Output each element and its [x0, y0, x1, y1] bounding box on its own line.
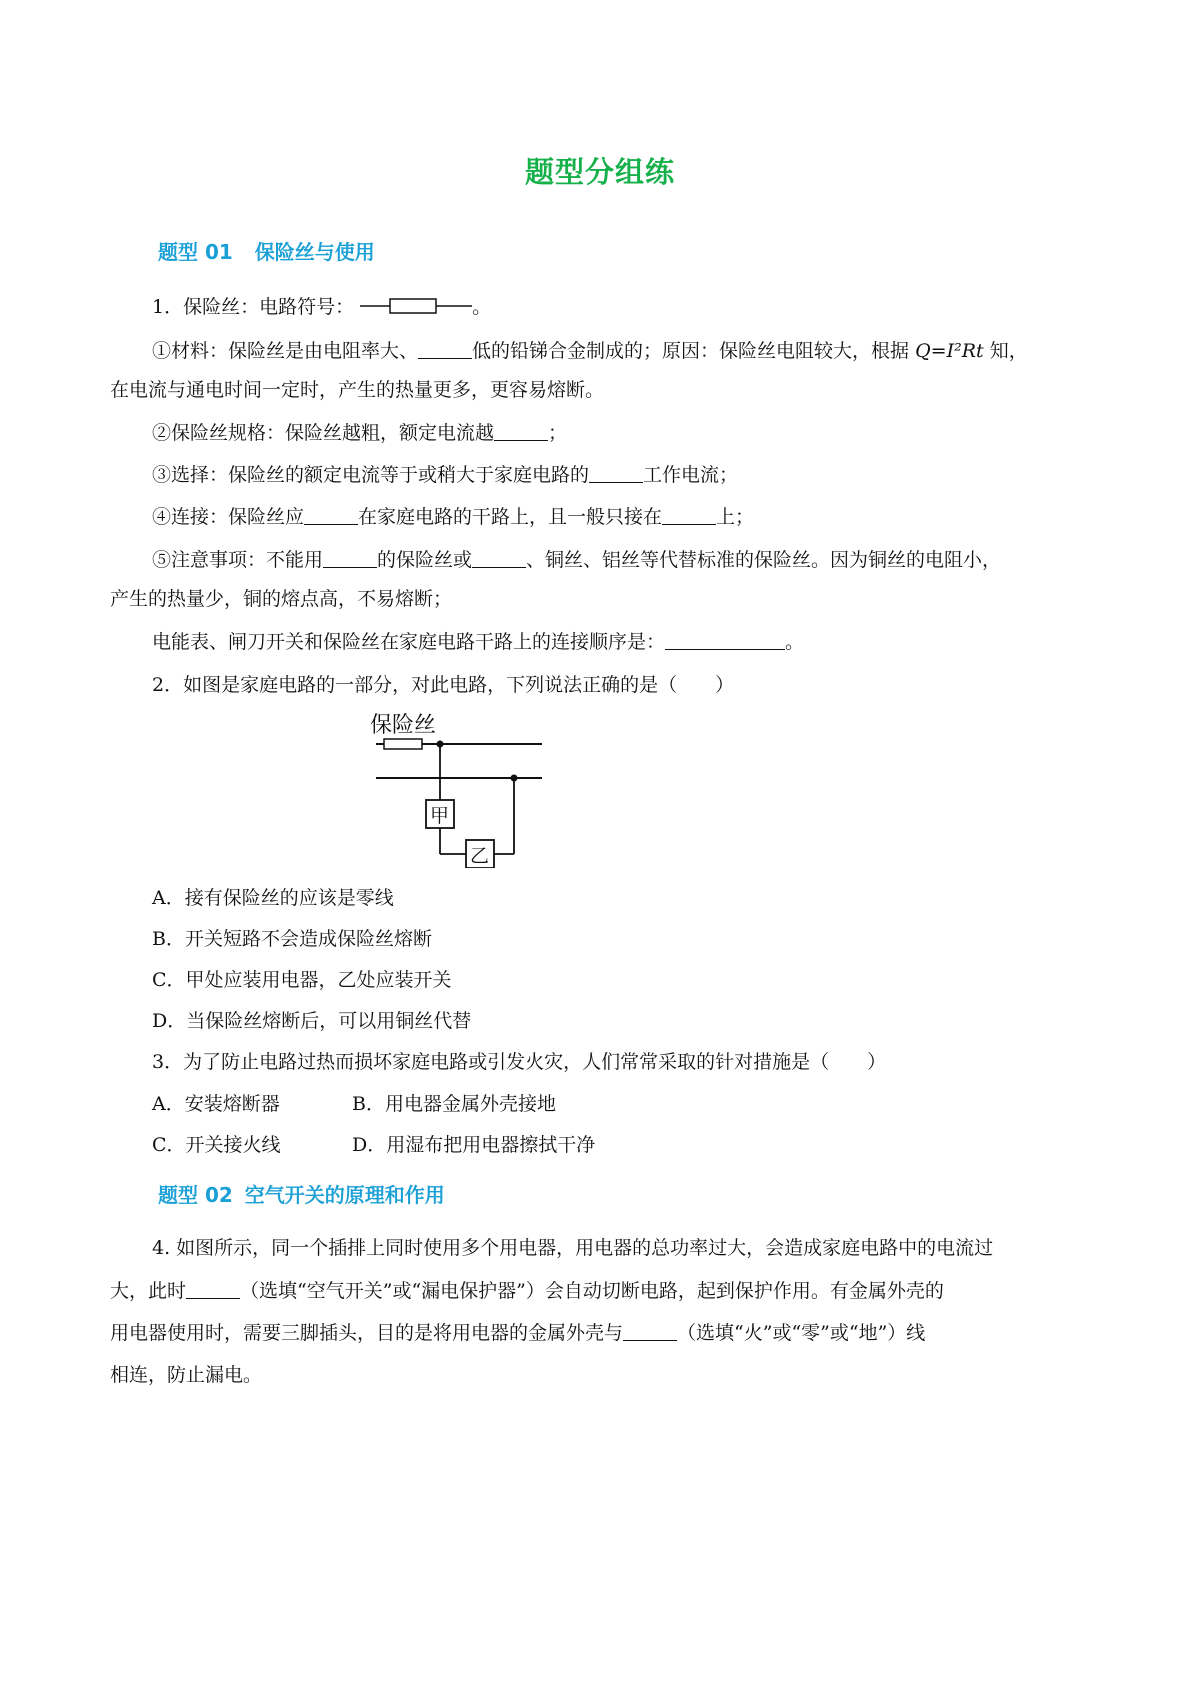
- fuse-icon: [384, 739, 422, 749]
- section-title: 保险丝与使用: [254, 240, 375, 264]
- q4-text2: （选填“空气开关”或“漏电保护器”）会自动切断电路，起到保护作用。有金属外壳的: [240, 1280, 944, 1302]
- answer-blank[interactable]: [662, 504, 716, 525]
- q1-notes-text2: 的保险丝或: [377, 549, 473, 571]
- q1-order-text: 电能表、闸刀开关和保险丝在家庭电路干路上的连接顺序是：: [152, 631, 666, 653]
- q1-order-end: 。: [785, 631, 805, 653]
- q2-option-d[interactable]: D．当保险丝熔断后，可以用铜丝代替: [152, 1010, 472, 1032]
- q1-material-cont: 在电流与通电时间一定时，产生的热量更多，更容易熔断。: [110, 379, 605, 401]
- q4-line-3: [110, 1318, 925, 1348]
- q1-notes: [152, 545, 1001, 575]
- q1-material-text2: 低的铅锑合金制成的；原因：保险丝电阻较大，根据: [472, 340, 910, 362]
- q1-select-text: ③选择：保险丝的额定电流等于或稍大于家庭电路的: [152, 464, 590, 486]
- answer-blank[interactable]: [472, 547, 526, 568]
- q1-intro-text: 1．保险丝：电路符号：: [152, 296, 355, 318]
- section-heading-2: [158, 1179, 445, 1208]
- q1-connect-text: ④连接：保险丝应: [152, 506, 305, 528]
- q1-notes-text3: 、铜丝、铝丝等代替标准的保险丝。因为铜丝的电阻小，: [526, 549, 1002, 571]
- q2-option-a[interactable]: A．接有保险丝的应该是零线: [152, 887, 394, 909]
- answer-blank[interactable]: [665, 629, 785, 650]
- answer-blank[interactable]: [323, 547, 377, 568]
- q4-text3: 用电器使用时，需要三脚插头，目的是将用电器的金属外壳与: [110, 1322, 624, 1344]
- box-yi-label: 乙: [470, 845, 490, 867]
- q3-option-a[interactable]: A．安装熔断器: [152, 1093, 280, 1115]
- answer-blank[interactable]: [304, 504, 358, 525]
- q2-stem: 2．如图是家庭电路的一部分，对此电路，下列说法正确的是（ ）: [152, 674, 735, 696]
- q1-material: [152, 336, 1028, 366]
- q4-text: 大，此时: [110, 1280, 187, 1302]
- q1-select-end: 工作电流；: [643, 464, 739, 486]
- q4-line-2: [110, 1276, 944, 1306]
- q3-option-b[interactable]: B．用电器金属外壳接地: [352, 1093, 556, 1115]
- section-number: 题型 01: [158, 240, 233, 264]
- q1-intro-end: 。: [472, 296, 492, 318]
- q1-connect-text2: 在家庭电路的干路上，且一般只接在: [358, 506, 663, 528]
- q3-stem: 3．为了防止电路过热而损坏家庭电路或引发火灾，人们常常采取的针对措施是（ ）: [152, 1051, 887, 1073]
- answer-blank[interactable]: [494, 420, 548, 441]
- fuse-symbol-icon: [360, 295, 472, 317]
- q2-option-c[interactable]: C．甲处应装用电器，乙处应装开关: [152, 969, 452, 991]
- section-title: 空气开关的原理和作用: [244, 1183, 445, 1207]
- q4-text4: （选填“火”或“零”或“地”）线: [677, 1322, 926, 1344]
- q1-spec-text: ②保险丝规格：保险丝越粗，额定电流越: [152, 422, 495, 444]
- q4-line-4: 相连，防止漏电。: [110, 1364, 263, 1386]
- section-heading-1: [158, 236, 375, 265]
- q1-spec: [152, 418, 567, 448]
- circuit-diagram: [370, 708, 550, 868]
- q1-connect-end: 上；: [716, 506, 755, 528]
- q1-material-text3: 知，: [989, 340, 1028, 362]
- answer-blank[interactable]: [186, 1278, 240, 1299]
- q3-option-c[interactable]: C．开关接火线: [152, 1134, 281, 1156]
- fuse-label: 保险丝: [370, 713, 437, 738]
- q1-order: [152, 627, 804, 657]
- q1-notes-cont: 产生的热量少，铜的熔点高，不易熔断；: [110, 588, 453, 610]
- joule-formula: Q=I²Rt: [915, 340, 984, 362]
- q1-intro: [152, 292, 491, 322]
- q2-option-b[interactable]: B．开关短路不会造成保险丝熔断: [152, 928, 432, 950]
- q1-material-text: ①材料：保险丝是由电阻率大、: [152, 340, 419, 362]
- answer-blank[interactable]: [418, 338, 472, 359]
- q3-option-d[interactable]: D．用湿布把用电器擦拭干净: [352, 1134, 596, 1156]
- q1-spec-end: ；: [548, 422, 568, 444]
- q4-line-1: 4. 如图所示，同一个插排上同时使用多个用电器，用电器的总功率过大，会造成家庭电路中的电流过: [152, 1237, 994, 1259]
- section-number: 题型 02: [158, 1183, 233, 1207]
- q1-notes-text: ⑤注意事项：不能用: [152, 549, 324, 571]
- answer-blank[interactable]: [623, 1320, 677, 1341]
- q1-select: [152, 460, 738, 490]
- box-jia-label: 甲: [430, 805, 450, 827]
- page-title: 题型分组练: [524, 155, 675, 189]
- answer-blank[interactable]: [589, 462, 643, 483]
- q1-connect: [152, 502, 754, 532]
